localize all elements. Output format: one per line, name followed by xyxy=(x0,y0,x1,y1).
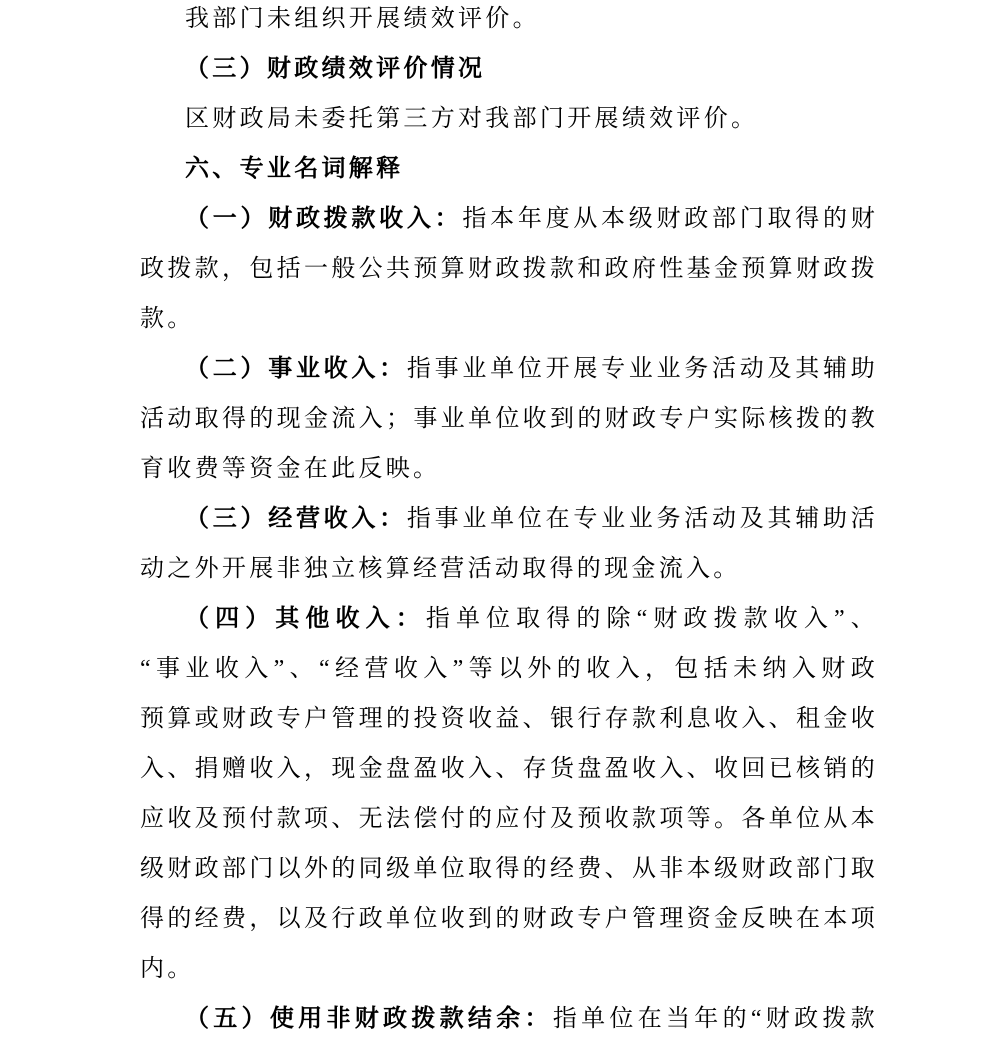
text-line xyxy=(140,694,878,744)
text-line xyxy=(140,594,878,644)
text-line xyxy=(140,44,878,94)
text-run: 入、捐赠收入，现金盘盈收入、存货盘盈收入、收回已核销的 xyxy=(140,756,878,782)
text-run: 指事业单位开展专业业务活动及其辅助 xyxy=(406,356,878,382)
bold-text-run: 六、专业名词解释 xyxy=(185,155,404,182)
text-line xyxy=(140,944,878,994)
text-run: 动之外开展非独立核算经营活动取得的现金流入。 xyxy=(140,556,741,582)
text-line xyxy=(140,0,878,44)
text-line xyxy=(140,894,878,944)
text-run: 育收费等资金在此反映。 xyxy=(140,456,441,482)
text-line xyxy=(140,994,878,1043)
text-run: 指本年度从本级财政部门取得的财 xyxy=(462,206,878,232)
text-line xyxy=(140,394,878,444)
bold-text-run: （三）经营收入： xyxy=(185,506,407,532)
text-run: 区财政局未委托第三方对我部门开展绩效评价。 xyxy=(185,106,759,132)
bold-text-run: （四）其他收入： xyxy=(185,606,426,632)
text-run: 款。 xyxy=(140,306,195,332)
text-line xyxy=(140,444,878,494)
text-run: 指单位在当年的“财政拨款 xyxy=(552,1006,878,1032)
bold-text-run: （二）事业收入： xyxy=(185,356,407,382)
text-run: “事业收入”、“经营收入”等以外的收入，包括未纳入财政 xyxy=(140,656,878,682)
text-line xyxy=(140,94,878,144)
text-line xyxy=(140,294,878,344)
text-line xyxy=(140,844,878,894)
text-run: 级财政部门以外的同级单位取得的经费、从非本级财政部门取 xyxy=(140,856,878,882)
text-line xyxy=(140,344,878,394)
bold-text-run: （三）财政绩效评价情况 xyxy=(185,56,486,82)
text-line xyxy=(140,244,878,294)
text-run: 得的经费，以及行政单位收到的财政专户管理资金反映在本项 xyxy=(140,906,878,932)
text-run: 预算或财政专户管理的投资收益、银行存款利息收入、租金收 xyxy=(140,706,878,732)
text-run: 活动取得的现金流入；事业单位收到的财政专户实际核拨的教 xyxy=(140,406,878,432)
text-run: 指事业单位在专业业务活动及其辅助活 xyxy=(406,506,878,532)
text-line xyxy=(140,494,878,544)
text-run: 指单位取得的除“财政拨款收入”、 xyxy=(425,606,878,632)
text-line xyxy=(140,194,878,244)
text-line xyxy=(140,744,878,794)
text-run: 内。 xyxy=(140,956,195,982)
text-line xyxy=(140,544,878,594)
text-run: 政拨款，包括一般公共预算财政拨款和政府性基金预算财政拨 xyxy=(140,256,878,282)
text-run: 我部门未组织开展绩效评价。 xyxy=(185,6,540,32)
section-heading-line xyxy=(140,144,878,194)
bold-text-run: （五）使用非财政拨款结余： xyxy=(185,1006,553,1032)
text-line xyxy=(140,794,878,844)
bold-text-run: （一）财政拨款收入： xyxy=(185,206,463,232)
text-run: 应收及预付款项、无法偿付的应付及预收款项等。各单位从本 xyxy=(140,806,878,832)
text-line xyxy=(140,644,878,694)
